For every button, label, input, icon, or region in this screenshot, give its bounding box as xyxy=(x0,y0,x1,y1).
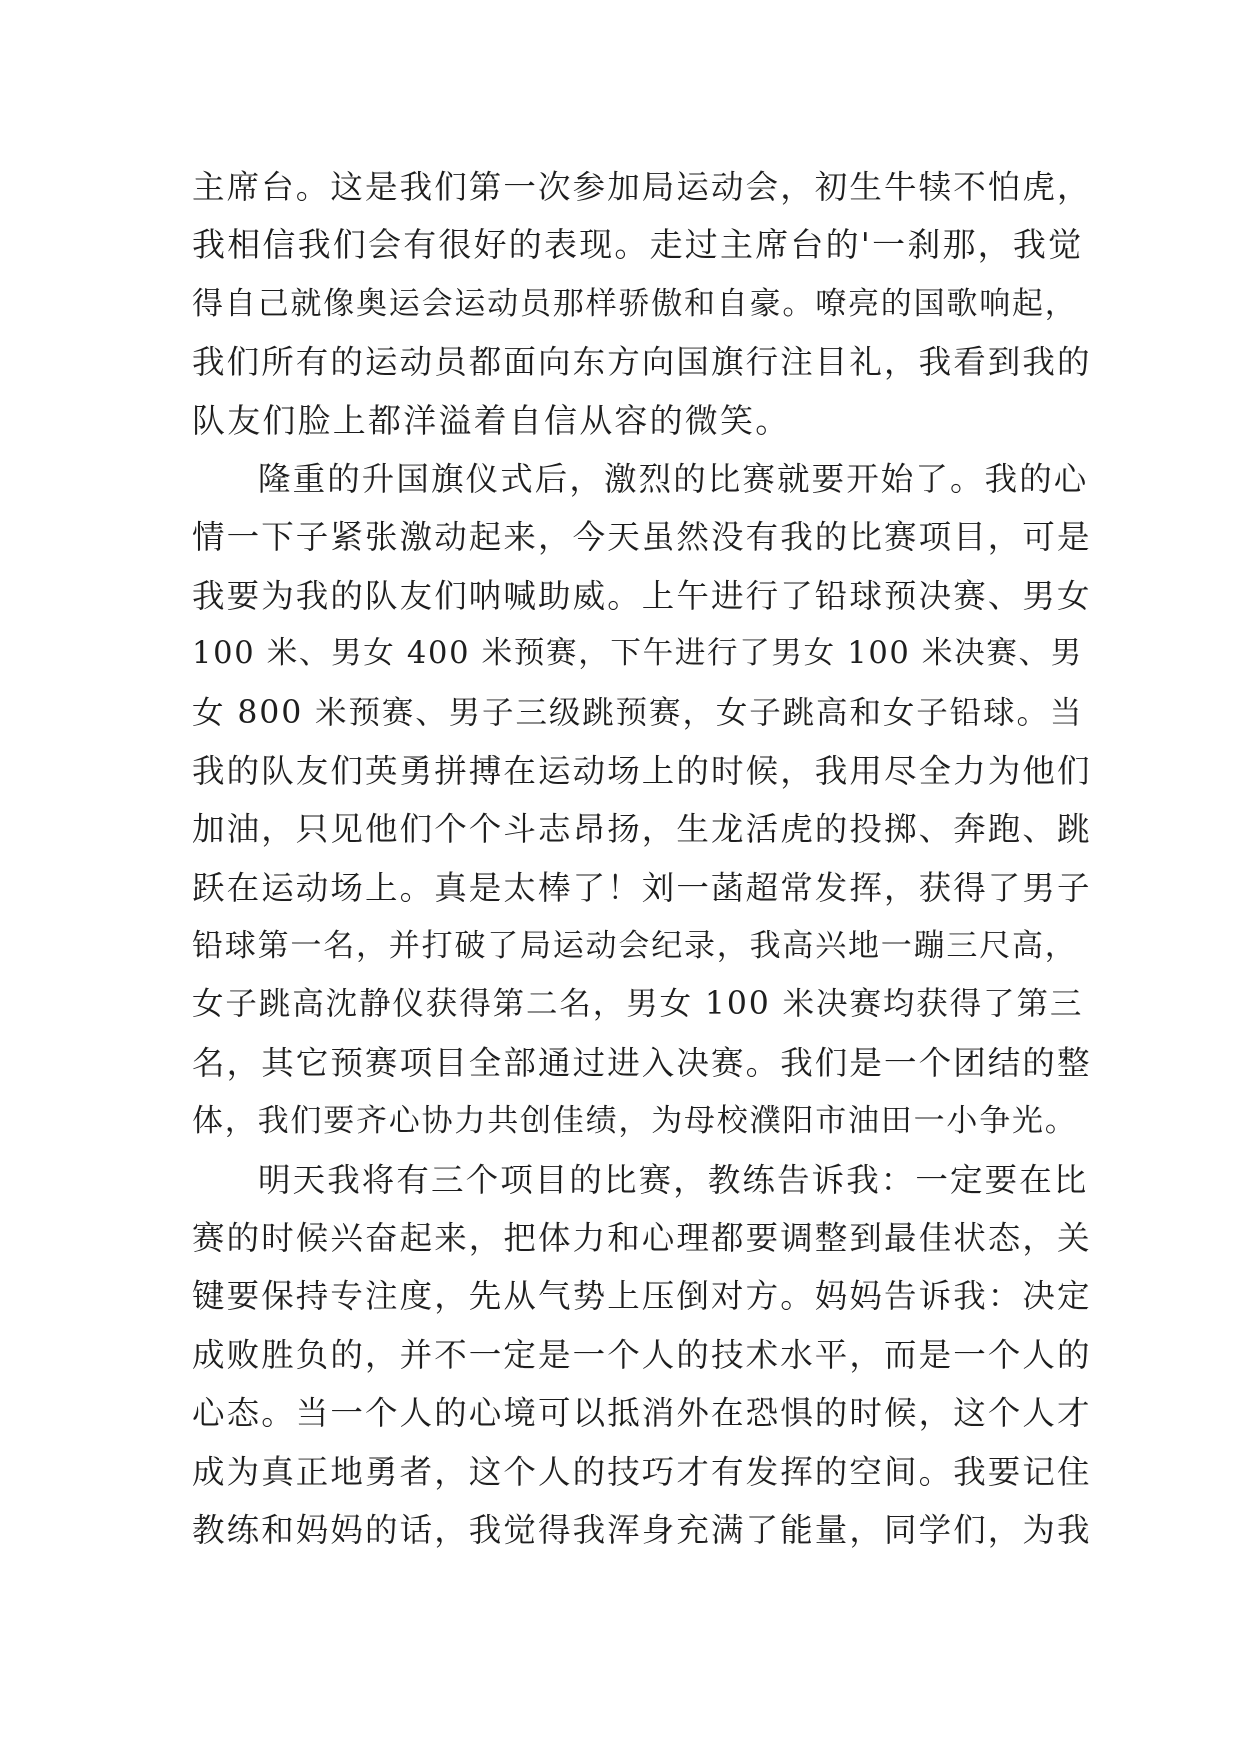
text-line: 我相信我们会有很好的表现。走过主席台的'一刹那，我觉 xyxy=(192,225,1084,265)
text-line: 我的队友们英勇拼搏在运动场上的时候，我用尽全力为他们 xyxy=(192,751,1092,790)
text-line: 教练和妈妈的话，我觉得我浑身充满了能量，同学们，为我 xyxy=(192,1510,1092,1549)
text-line: 赛的时候兴奋起来，把体力和心理都要调整到最佳状态，关 xyxy=(192,1219,1092,1258)
text-line: 心态。当一个人的心境可以抵消外在恐惧的时候，这个人才 xyxy=(192,1394,1092,1433)
text-line: 女子跳高沈静仪获得第二名，男女 100 米决赛均获得了第三 xyxy=(192,986,1084,1023)
text-line: 我要为我的队友们呐喊助威。上午进行了铅球预决赛、男女 xyxy=(192,576,1092,615)
text-line: 跃在运动场上。真是太棒了！刘一菡超常发挥，获得了男子 xyxy=(192,868,1092,907)
text-line: 我们所有的运动员都面向东方向国旗行注目礼，我看到我的 xyxy=(192,343,1092,382)
text-line: 成为真正地勇者，这个人的技巧才有发挥的空间。我要记住 xyxy=(192,1452,1092,1491)
text-line: 加油，只见他们个个斗志昂扬，生龙活虎的投掷、奔跑、跳 xyxy=(192,810,1092,849)
document-body xyxy=(192,158,1092,1559)
text-line: 队友们脸上都洋溢着自信从容的微笑。 xyxy=(192,400,791,440)
text-line: 铅球第一名，并打破了局运动会纪录，我高兴地一蹦三尺高， xyxy=(192,928,1078,965)
paragraph-first-line: 隆重的升国旗仪式后，激烈的比赛就要开始了。我的心 xyxy=(258,459,1089,498)
text-line: 100 米、男女 400 米预赛，下午进行了男女 100 米决赛、男 xyxy=(192,636,1083,672)
text-line: 成败胜负的，并不一定是一个人的技术水平，而是一个人的 xyxy=(192,1335,1092,1374)
text-line: 情一下子紧张激动起来，今天虽然没有我的比赛项目，可是 xyxy=(192,518,1092,557)
paragraph-first-line: 明天我将有三个项目的比赛，教练告诉我：一定要在比 xyxy=(258,1160,1089,1199)
text-line: 得自己就像奥运会运动员那样骄傲和自豪。嘹亮的国歌响起， xyxy=(192,285,1078,322)
text-line: 体，我们要齐心协力共创佳绩，为母校濮阳市油田一小争光。 xyxy=(192,1103,1078,1140)
text-line: 主席台。这是我们第一次参加局运动会，初生牛犊不怕虎， xyxy=(192,168,1092,206)
text-line: 女 800 米预赛、男子三级跳预赛，女子跳高和女子铅球。当 xyxy=(192,694,1084,731)
text-line: 键要保持专注度，先从气势上压倒对方。妈妈告诉我：决定 xyxy=(192,1277,1092,1316)
text-line: 名，其它预赛项目全部通过进入决赛。我们是一个团结的整 xyxy=(192,1043,1092,1082)
